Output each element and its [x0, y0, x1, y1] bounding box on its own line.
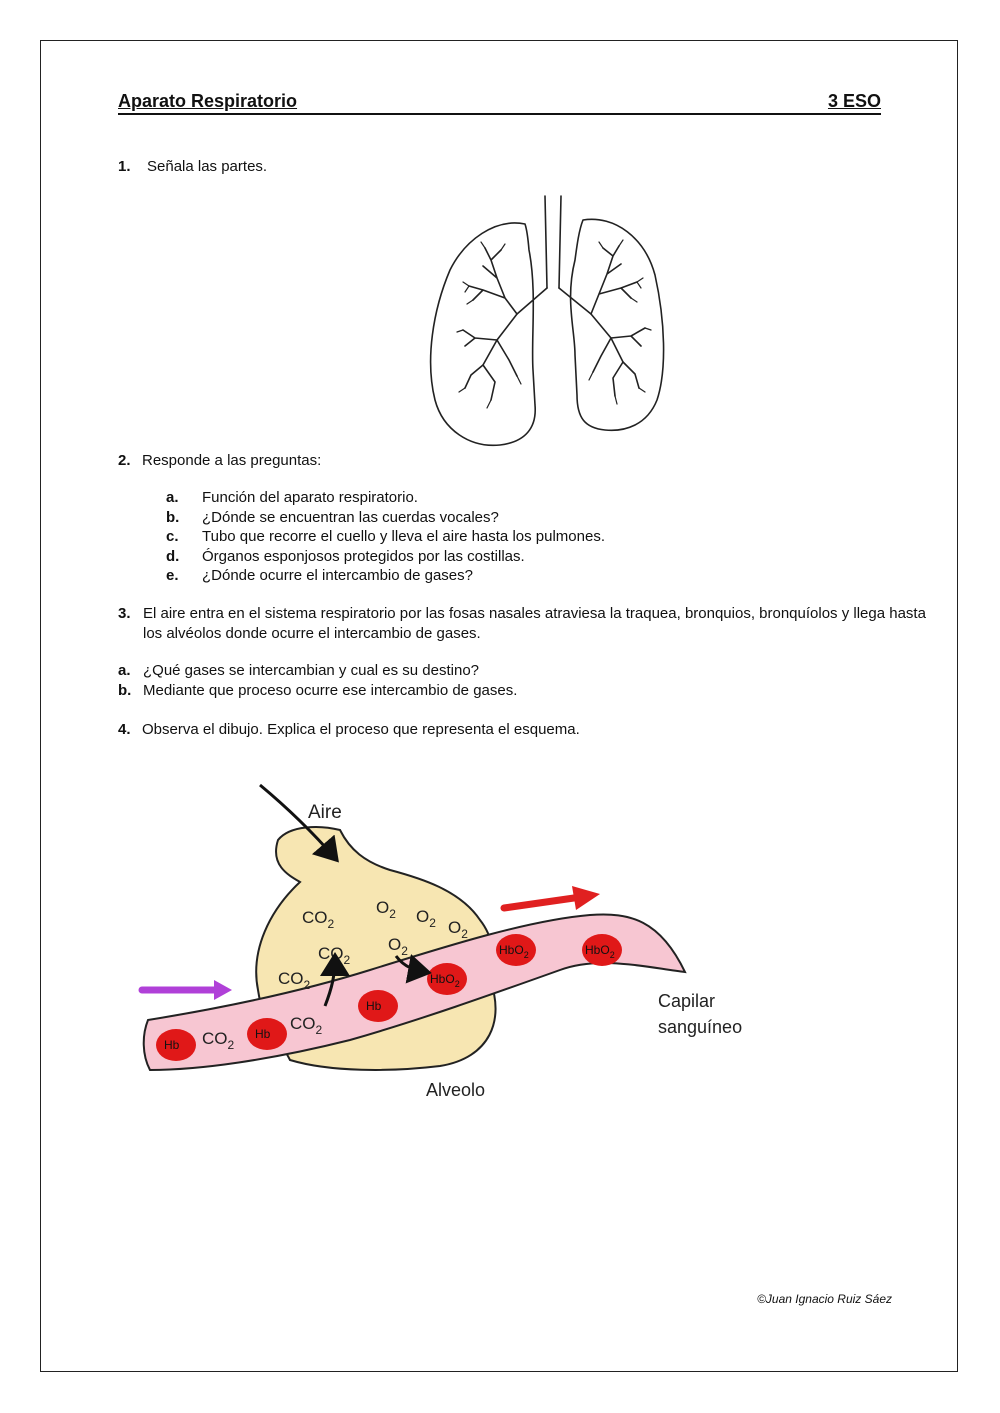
question-3-items: [118, 661, 517, 700]
gas-exchange-diagram: [130, 770, 780, 1110]
list-item: c. Tubo que recorre el cuello y lleva el aire hasta los pulmones.: [166, 528, 605, 545]
question-number: 3.: [118, 605, 131, 622]
lungs-illustration: [425, 190, 670, 452]
question-2-items: [166, 488, 605, 586]
sanguineo-label: sanguíneo: [658, 1017, 743, 1037]
capilar-label: Capilar: [658, 991, 716, 1011]
question-4: [118, 720, 580, 739]
question-number: 4.: [118, 721, 131, 738]
hbo2-label: HbO$_2$: [499, 943, 529, 960]
co2-label: $CO_2$: [278, 969, 311, 992]
right-lung: [571, 219, 664, 430]
o2-label: $O_2$: [388, 935, 408, 958]
question-text: Responde a las preguntas:: [142, 452, 322, 469]
trachea: [545, 196, 561, 288]
alveolo-label: Alveolo: [426, 1080, 486, 1100]
question-3: [118, 604, 938, 643]
question-number: 2.: [118, 452, 131, 469]
list-item: b. ¿Dónde se encuentran las cuerdas vocales?: [166, 508, 499, 526]
o2-label: $O_2$: [376, 898, 396, 921]
list-item: e. ¿Dónde ocurre el intercambio de gases?: [166, 567, 473, 584]
left-lung: [431, 223, 536, 445]
list-item: a. ¿Qué gases se intercambian y cual es su destino?: [118, 662, 480, 679]
course-level: 3 ESO: [827, 91, 881, 111]
worksheet-title: Aparato Respiratorio: [118, 91, 298, 111]
question-1: [118, 157, 267, 176]
hb-label: Hb: [164, 1038, 180, 1052]
co2-label: $CO_2$: [202, 1029, 235, 1052]
o2-label: $O_2$: [448, 918, 468, 941]
question-number: 1.: [118, 158, 131, 175]
co2-label: $CO_2$: [318, 944, 351, 967]
co2-label: $CO_2$: [290, 1014, 323, 1037]
question-2: [118, 451, 321, 470]
o2-label: $O_2$: [416, 907, 436, 930]
aire-label: Aire: [308, 802, 342, 823]
question-text: Observa el dibujo. Explica el proceso que representa el esquema.: [142, 721, 580, 738]
question-text: Señala las partes.: [147, 158, 268, 175]
list-item: d. Órganos esponjosos protegidos por las costillas.: [166, 547, 525, 565]
list-item: b. Mediante que proceso ocurre ese intercambio de gases.: [118, 681, 518, 699]
hbo2-label: HbO$_2$: [585, 943, 615, 960]
list-item: a. Función del aparato respiratorio.: [166, 489, 418, 506]
question-text: El aire entra en el sistema respiratorio por las fosas nasales atraviesa la traquea, bronquios, bronquíolos y llega hasta los alvéolos donde ocurre el intercambio de gases.: [143, 605, 926, 642]
worksheet-header: [118, 91, 881, 115]
hb-label: Hb: [366, 999, 382, 1013]
hbo2-label: HbO$_2$: [430, 972, 460, 989]
author-credit: ©Juan Ignacio Ruiz Sáez: [757, 1292, 892, 1306]
hb-label: Hb: [255, 1027, 271, 1041]
outflow-arrow: [504, 898, 574, 908]
co2-label: $CO_2$: [302, 908, 335, 931]
